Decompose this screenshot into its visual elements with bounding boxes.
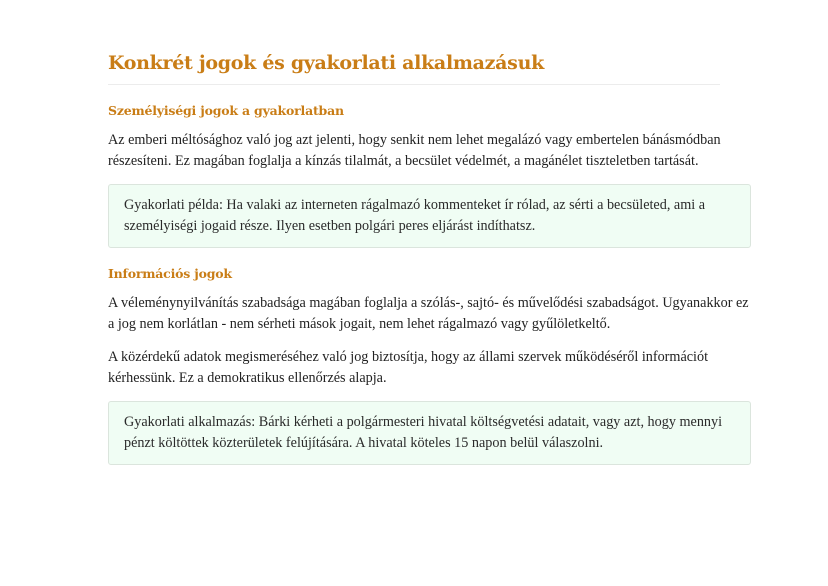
section-title: Információs jogok [108, 266, 232, 281]
article-content [108, 52, 751, 477]
section-information-rights [108, 266, 751, 465]
section-personal-rights [108, 103, 751, 248]
paragraph: A véleménynyilvánítás szabadsága magában foglalja a szólás-, sajtó- és művelődési szabadságot. Ugyanakkor ez a jog nem korlátlan - nem sérheti mások jogait, nem lehet rágalmazó vagy gyűlöletkeltő. [108, 295, 749, 332]
example-box [108, 401, 751, 465]
example-text: Gyakorlati példa: Ha valaki az interneten rágalmazó kommenteket ír rólad, az sérti a becsületed, ami a személyiségi jogaid része. Ilyen esetben polgári peres eljárást indíthatsz. [124, 197, 706, 234]
page-title: Konkrét jogok és gyakorlati alkalmazásuk [108, 52, 720, 85]
section-title: Személyiségi jogok a gyakorlatban [108, 103, 344, 118]
paragraph: A közérdekű adatok megismeréséhez való jog biztosítja, hogy az állami szervek működéséről információt kérhessünk. Ez a demokratikus ellenőrzés alapja. [108, 349, 709, 386]
example-box [108, 184, 751, 248]
paragraph: Az emberi méltósághoz való jog azt jelenti, hogy senkit nem lehet megalázó vagy embertelen bánásmódban részesíteni. Ez magában foglalja a kínzás tilalmát, a becsület védelmét, a magánélet tiszteletben tartását. [108, 132, 721, 169]
example-text: Gyakorlati alkalmazás: Bárki kérheti a polgármesteri hivatal költségvetési adatait, vagy azt, hogy mennyi pénzt költöttek közterületek felújítására. A hivatal köteles 15 napon belül válaszolni. [124, 414, 723, 451]
